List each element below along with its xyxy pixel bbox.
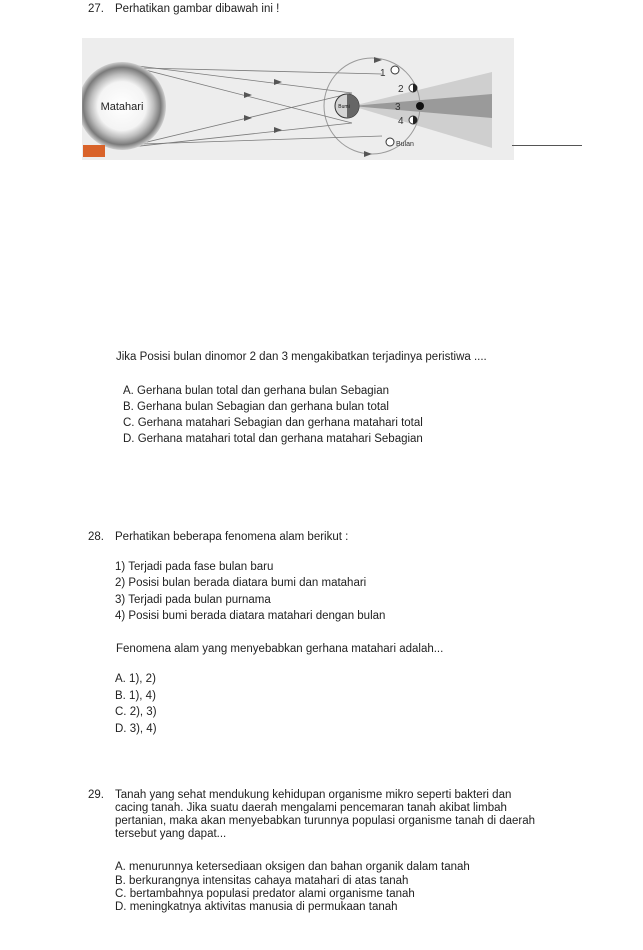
q29-option-a[interactable]: A. menurunnya ketersediaan oksigen dan bahan organik dalam tanah bbox=[115, 861, 470, 873]
q27-option-c[interactable]: C. Gerhana matahari Sebagian dan gerhana matahari total bbox=[123, 417, 423, 429]
q29-question-line-3: pertanian, maka akan menyebabkan turunnya populasi organisme tanah di daerah bbox=[115, 815, 536, 827]
q29-number: 29. bbox=[88, 789, 104, 801]
q27-option-d[interactable]: D. Gerhana matahari total dan gerhana matahari Sebagian bbox=[123, 433, 423, 445]
q28-option-b[interactable]: B. 1), 4) bbox=[115, 690, 156, 702]
moon-position-2-label: 2 bbox=[398, 84, 404, 95]
q27-option-a[interactable]: A. Gerhana bulan total dan gerhana bulan Sebagian bbox=[123, 385, 389, 397]
q27-option-b[interactable]: B. Gerhana bulan Sebagian dan gerhana bulan total bbox=[123, 401, 389, 413]
q29-question-line-4: tersebut yang dapat... bbox=[115, 828, 227, 840]
q29-question-line-1: Tanah yang sehat mendukung kehidupan organisme mikro seperti bakteri dan bbox=[115, 789, 512, 801]
q28-number: 28. bbox=[88, 531, 104, 543]
q28-question: Fenomena alam yang menyebabkan gerhana matahari adalah... bbox=[116, 643, 444, 655]
moon-label: Bulan bbox=[396, 141, 414, 148]
moon-position-1 bbox=[391, 66, 399, 74]
q28-prompt: Perhatikan beberapa fenomena alam berikut : bbox=[115, 531, 349, 543]
moon-position-1-label: 1 bbox=[380, 68, 386, 79]
q29-option-c[interactable]: C. bertambahnya populasi predator alami organisme tanah bbox=[115, 888, 415, 900]
q28-option-a[interactable]: A. 1), 2) bbox=[115, 673, 156, 685]
moon-legend-icon bbox=[386, 138, 394, 146]
moon-position-3 bbox=[416, 102, 424, 110]
q28-item-2: 2) Posisi bulan berada diatara bumi dan matahari bbox=[115, 577, 367, 589]
q27-number: 27. bbox=[88, 3, 104, 15]
sun-label: Matahari bbox=[100, 101, 144, 113]
q28-item-4: 4) Posisi bumi berada diatara matahari dengan bulan bbox=[115, 610, 386, 622]
eclipse-diagram bbox=[82, 38, 514, 160]
moon-position-3-label: 3 bbox=[395, 102, 401, 113]
eclipse-diagram-svg bbox=[82, 38, 514, 160]
q29-question-line-2: cacing tanah. Jika suatu daerah mengalami pencemaran tanah akibat limbah bbox=[115, 802, 507, 814]
q28-item-3: 3) Terjadi pada bulan purnama bbox=[115, 594, 271, 606]
q29-option-b[interactable]: B. berkurangnya intensitas cahaya matahari di atas tanah bbox=[115, 875, 409, 887]
orange-marker bbox=[83, 145, 105, 157]
earth-label: Bumi bbox=[338, 104, 350, 110]
q28-item-1: 1) Terjadi pada fase bulan baru bbox=[115, 561, 274, 573]
q27-question: Jika Posisi bulan dinomor 2 dan 3 mengakibatkan terjadinya peristiwa .... bbox=[116, 351, 487, 363]
moon-position-4-label: 4 bbox=[398, 116, 404, 127]
answer-line bbox=[512, 145, 582, 146]
q29-option-d[interactable]: D. meningkatnya aktivitas manusia di permukaan tanah bbox=[115, 901, 398, 913]
q27-prompt: Perhatikan gambar dibawah ini ! bbox=[115, 3, 280, 15]
q28-option-d[interactable]: D. 3), 4) bbox=[115, 723, 157, 735]
q28-option-c[interactable]: C. 2), 3) bbox=[115, 706, 157, 718]
